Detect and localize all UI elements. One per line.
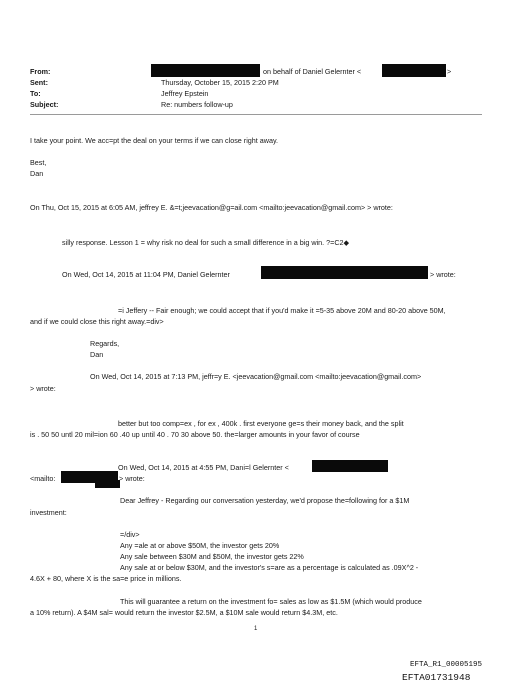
page-number: 1 <box>254 626 258 632</box>
quote-header-1: On Thu, Oct 15, 2015 at 6:05 AM, jeffrey E. &=t;jeevacation@g=ail.com <mailto:jeevacation@gmail.com> > wrote: <box>30 203 393 212</box>
term-line: Any sale at or below $30M, and the investor's s=are as a percentage is calculated as .09X^2 - <box>120 563 419 572</box>
redaction-box <box>312 460 388 472</box>
subject-label: Subject: <box>30 100 59 109</box>
redaction-box <box>151 64 260 77</box>
sent-value: Thursday, October 15, 2015 2:20 PM <box>161 78 279 87</box>
guarantee-line2: a 10% return). A $4M sal= would return the investor $2.5M, a $10M sale would return $4.3M, etc. <box>30 608 338 617</box>
bates-number-2: EFTA01731948 <box>402 672 471 683</box>
quoted-message-1: silly response. Lesson 1 = why risk no deal for such a small difference in a big win. ?=C2◆ <box>62 238 350 247</box>
reply-text: I take your point. We acc=pt the deal on your terms if we can close right away. <box>30 136 279 145</box>
quote-header-3-end: > wrote: <box>30 384 56 393</box>
quoted-message-3-line1: better but too comp=ex , for ex , 400k . first everyone ge=s their money back, and the split <box>118 419 404 428</box>
proposal-intro: Dear Jeffrey - Regarding our conversation yesterday, we'd propose the=following for a $1M <box>120 496 410 505</box>
quote-header-2: On Wed, Oct 14, 2015 at 11:04 PM, Daniel Gelernter <box>62 270 230 279</box>
quoted-message-2-line1: =i Jeffery -- Fair enough; we could accept that if you'd make it =5-35 above 20M and 80-20 above 50M, <box>118 306 446 315</box>
term-line: Any sale between $30M and $50M, the investor gets 22% <box>120 552 304 561</box>
quote-header-4: On Wed, Oct 14, 2015 at 4:55 PM, Dani=l Gelernter < <box>118 463 289 472</box>
quote-header-2-end: > wrote: <box>430 270 456 279</box>
from-value: on behalf of Daniel Gelernter < <box>263 67 362 76</box>
quote-header-3: On Wed, Oct 14, 2015 at 7:13 PM, jeffr=y E. <jeevacation@gmail.com <mailto:jeevacation@gmail.com> <box>90 372 422 381</box>
to-value: Jeffrey Epstein <box>161 89 209 98</box>
from-label: From: <box>30 67 51 76</box>
term-line: 4.6X + 80, where X is the sa=e price in millions. <box>30 574 182 583</box>
subject-value: Re: numbers follow-up <box>161 100 233 109</box>
bates-number-1: EFTA_R1_00005195 <box>410 661 483 669</box>
redaction-box <box>261 266 428 279</box>
term-line: Any =ale at or above $50M, the investor gets 20% <box>120 541 280 550</box>
quoted-message-3-line2: is . 50 50 untl 20 mil=ion 60 .40 up until 40 . 70 30 above 50. the=larger amounts in your favor of course <box>30 430 360 439</box>
to-label: To: <box>30 89 41 98</box>
header-divider <box>30 114 482 115</box>
proposal-intro-end: investment: <box>30 508 67 517</box>
regards: Regards, <box>90 339 120 348</box>
from-suffix: > <box>447 67 452 76</box>
redaction-box <box>382 64 446 77</box>
quote-header-4-mailto: <mailto: <box>30 474 56 483</box>
div-artifact: =/div> <box>120 530 140 539</box>
quoted-message-2-line2: and if we could close this right away.=div> <box>30 317 164 326</box>
guarantee-line1: This will guarantee a return on the investment fo= sales as low as $1.5M (which would produce <box>120 597 422 606</box>
regards-name: Dan <box>90 350 104 359</box>
sent-label: Sent: <box>30 78 48 87</box>
quote-header-4-end: > wrote: <box>119 474 145 483</box>
signature: Dan <box>30 169 44 178</box>
redaction-box <box>95 480 120 488</box>
signoff: Best, <box>30 158 47 167</box>
